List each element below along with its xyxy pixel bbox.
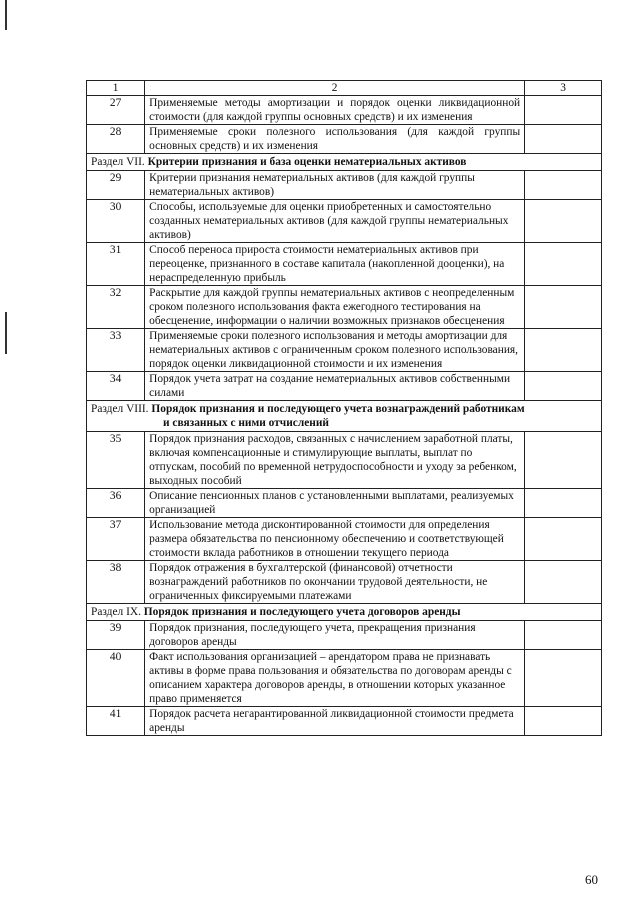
section-title: Порядок признания и последующего учета вознаграждений работникам [151, 403, 525, 415]
row-value [525, 96, 602, 125]
header-col-2: 2 [145, 81, 525, 96]
row-text: Способы, используемые для оценки приобретенных и самостоятельно созданных нематериальных активов (для каждой группы нематериальных активов) [145, 200, 525, 243]
row-value [525, 372, 602, 401]
header-col-3: 3 [525, 81, 602, 96]
section-header-7 [87, 154, 602, 171]
row-number: 40 [87, 650, 145, 707]
policy-table [86, 80, 602, 736]
row-value [525, 329, 602, 372]
row-value [525, 200, 602, 243]
row-value [525, 489, 602, 518]
section-title: Критерии признания и база оценки нематериальных активов [147, 156, 467, 168]
row-text: Раскрытие для каждой группы нематериальных активов с неопределенным сроком полезного использования факта ежегодного тестирования на обесценение, информации о наличии возможных признаков обесценения [145, 286, 525, 329]
table-row [87, 200, 602, 243]
table-row [87, 518, 602, 561]
table-row [87, 561, 602, 604]
margin-mark-middle [5, 312, 7, 354]
table-row [87, 650, 602, 707]
row-number: 38 [87, 561, 145, 604]
section-label: Раздел IX. [91, 606, 141, 618]
row-text: Описание пенсионных планов с установленными выплатами, реализуемых организацией [145, 489, 525, 518]
section-header-8 [87, 401, 602, 432]
row-value [525, 621, 602, 650]
row-number: 31 [87, 243, 145, 286]
row-value [525, 243, 602, 286]
section-header-9 [87, 604, 602, 621]
row-number: 33 [87, 329, 145, 372]
row-value [525, 125, 602, 154]
row-number: 35 [87, 432, 145, 489]
section-label: Раздел VIII. [91, 403, 149, 415]
row-number: 32 [87, 286, 145, 329]
row-value [525, 171, 602, 200]
row-number: 30 [87, 200, 145, 243]
row-text: Порядок расчета негарантированной ликвидационной стоимости предмета аренды [145, 707, 525, 736]
table-row [87, 286, 602, 329]
row-text: Порядок признания расходов, связанных с начислением заработной платы, включая компенсационные и стимулирующие выплаты, выплат по отпускам, пособий по временной нетрудоспособности и уходу за ребенком, выходных пособий [145, 432, 525, 489]
row-number: 36 [87, 489, 145, 518]
margin-mark-top [5, 0, 7, 30]
table-row [87, 621, 602, 650]
page-number: 60 [585, 872, 598, 887]
row-number: 39 [87, 621, 145, 650]
row-value [525, 561, 602, 604]
row-value [525, 650, 602, 707]
row-text: Факт использования организацией – арендатором права не признавать активы в форме права пользования и обязательства по договорам аренды с описанием характера договоров аренды, в отношении которых указанное право применяется [145, 650, 525, 707]
row-text: Применяемые сроки полезного использования (для каждой группы основных средств) и их изменения [145, 125, 525, 154]
table-row [87, 489, 602, 518]
table-row [87, 243, 602, 286]
table-row [87, 171, 602, 200]
row-value [525, 707, 602, 736]
row-text: Применяемые методы амортизации и порядок оценки ликвидационной стоимости (для каждой группы основных средств) и их изменения [145, 96, 525, 125]
section-title-continued: и связанных с ними отчислений [163, 417, 329, 429]
row-value [525, 286, 602, 329]
section-label: Раздел VII. [91, 156, 145, 168]
row-number: 29 [87, 171, 145, 200]
row-text: Критерии признания нематериальных активов (для каждой группы нематериальных активов) [145, 171, 525, 200]
row-text: Использование метода дисконтированной стоимости для определения размера обязательства по пенсионному обеспечению и соответствующей стоимости вклада работников в отношении текущего периода [145, 518, 525, 561]
table-row [87, 96, 602, 125]
row-number: 41 [87, 707, 145, 736]
row-text: Порядок учета затрат на создание нематериальных активов собственными силами [145, 372, 525, 401]
row-text: Применяемые сроки полезного использования и методы амортизации для нематериальных активов с ограниченным сроком полезного использования, порядок оценки ликвидационной стоимости и их изменения [145, 329, 525, 372]
table-row [87, 432, 602, 489]
row-number: 34 [87, 372, 145, 401]
row-number: 27 [87, 96, 145, 125]
row-value [525, 518, 602, 561]
table-row [87, 125, 602, 154]
row-number: 37 [87, 518, 145, 561]
table-row [87, 329, 602, 372]
section-title: Порядок признания и последующего учета договоров аренды [143, 606, 461, 618]
table-row [87, 372, 602, 401]
header-col-1: 1 [87, 81, 145, 96]
row-text: Способ переноса прироста стоимости нематериальных активов при переоценке, признанного в составе капитала (накопленной дооценки), на нераспределенную прибыль [145, 243, 525, 286]
row-number: 28 [87, 125, 145, 154]
table-row [87, 707, 602, 736]
row-value [525, 432, 602, 489]
row-text: Порядок отражения в бухгалтерской (финансовой) отчетности вознаграждений работников по окончании трудовой деятельности, не ограниченных фиксируемыми платежами [145, 561, 525, 604]
table-header-row [87, 81, 602, 96]
row-text: Порядок признания, последующего учета, прекращения признания договоров аренды [145, 621, 525, 650]
